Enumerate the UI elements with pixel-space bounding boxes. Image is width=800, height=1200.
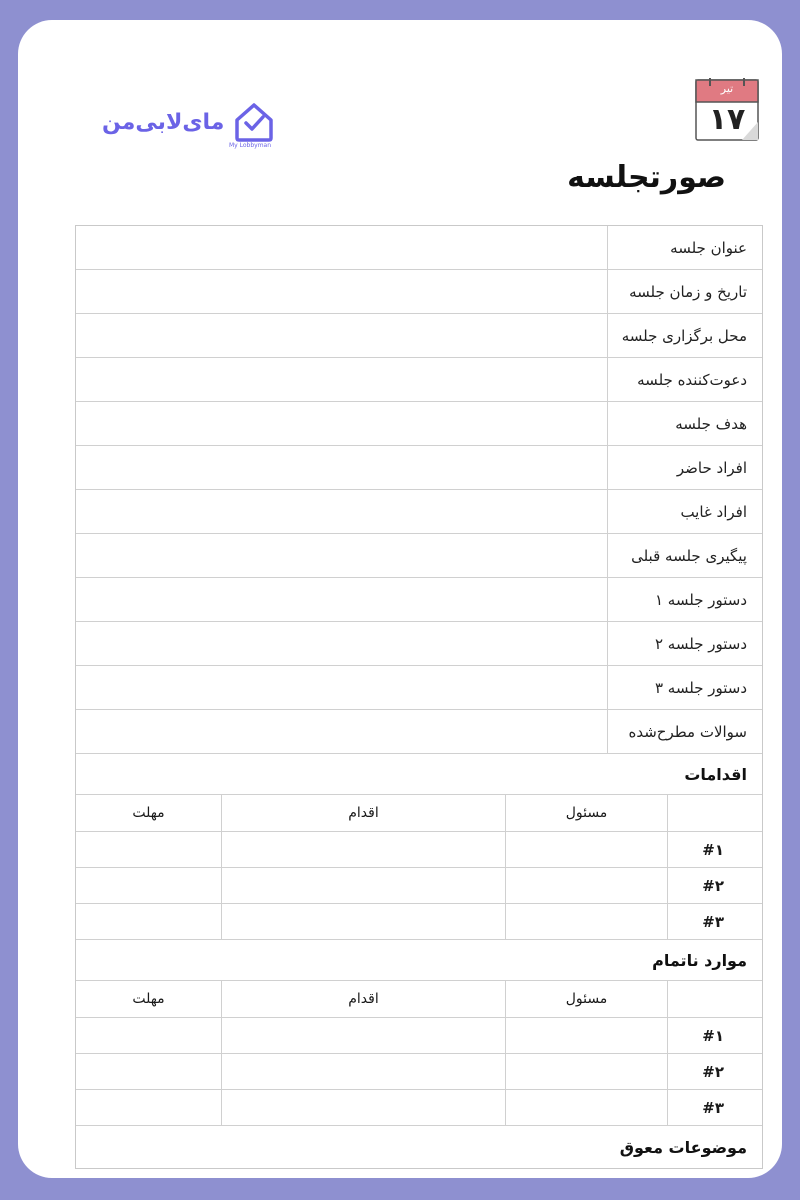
table-row [76,868,762,904]
index-header [667,795,762,831]
logo-subtext: My Lobbyman [229,142,272,149]
action-cell[interactable] [221,1054,505,1089]
field-row [76,666,762,710]
action-cell[interactable] [221,904,505,939]
field-row [76,270,762,314]
field-row [76,314,762,358]
field-value[interactable] [76,402,607,445]
actions-section-title: اقدامات [76,754,762,795]
unfinished-section-title: موارد ناتمام [76,940,762,981]
field-row [76,446,762,490]
field-label: محل برگزاری جلسه [607,314,762,357]
page-title: صورتجلسه [567,160,726,195]
deadline-cell[interactable] [76,904,221,939]
responsible-cell[interactable] [505,904,667,939]
field-label: عنوان جلسه [607,226,762,269]
action-header: اقدام [221,981,505,1017]
field-value[interactable] [76,578,607,621]
field-value[interactable] [76,622,607,665]
field-label: دعوت‌کننده جلسه [607,358,762,401]
field-value[interactable] [76,270,607,313]
field-row [76,710,762,754]
field-label: هدف جلسه [607,402,762,445]
responsible-cell[interactable] [505,1054,667,1089]
field-value[interactable] [76,490,607,533]
deadline-cell[interactable] [76,868,221,903]
actions-table-header [76,795,762,832]
table-row [76,1054,762,1090]
deadline-header: مهلت [132,991,165,1007]
responsible-header: مسئول [505,981,667,1017]
field-label: افراد غایب [607,490,762,533]
responsible-cell[interactable] [505,832,667,867]
field-row [76,226,762,270]
field-label: دستور جلسه ۲ [607,622,762,665]
table-row [76,1018,762,1054]
action-cell[interactable] [221,1090,505,1125]
field-value[interactable] [76,314,607,357]
row-index: #۲ [667,868,762,903]
field-value[interactable] [76,534,607,577]
table-row [76,832,762,868]
responsible-cell[interactable] [505,868,667,903]
responsible-header: مسئول [505,795,667,831]
field-row [76,622,762,666]
action-cell[interactable] [221,832,505,867]
field-value[interactable] [76,710,607,753]
field-value[interactable] [76,226,607,269]
deadline-header: مهلت [132,805,165,821]
field-row [76,358,762,402]
field-label: سوالات مطرح‌شده [607,710,762,753]
minutes-form [75,225,763,1169]
field-label: تاریخ و زمان جلسه [607,270,762,313]
deadline-cell[interactable] [76,1090,221,1125]
action-cell[interactable] [221,868,505,903]
field-label: دستور جلسه ۱ [607,578,762,621]
postponed-section-title: موضوعات معوق [619,1137,747,1157]
action-cell[interactable] [221,1018,505,1053]
field-value[interactable] [76,358,607,401]
row-index: #۳ [667,1090,762,1125]
action-header: اقدام [221,795,505,831]
row-index: #۲ [667,1054,762,1089]
deadline-cell[interactable] [76,832,221,867]
logo-text: مای‌لابی‌من [102,110,225,135]
field-label: پیگیری جلسه قبلی [607,534,762,577]
calendar-month: تیر [720,82,734,95]
index-header [667,981,762,1017]
unfinished-table-header [76,981,762,1018]
house-check-icon [232,100,276,144]
field-row [76,534,762,578]
field-value[interactable] [76,446,607,489]
field-row [76,402,762,446]
row-index: #۱ [667,832,762,867]
brand-logo [102,100,277,152]
responsible-cell[interactable] [505,1090,667,1125]
responsible-cell[interactable] [505,1018,667,1053]
calendar-icon [694,78,760,142]
document-page [18,20,782,1178]
calendar-day: ۱۷ [708,102,746,137]
field-label: دستور جلسه ۳ [607,666,762,709]
deadline-cell[interactable] [76,1054,221,1089]
field-value[interactable] [76,666,607,709]
field-label: افراد حاضر [607,446,762,489]
table-row [76,1090,762,1126]
row-index: #۳ [667,904,762,939]
table-row [76,904,762,940]
row-index: #۱ [667,1018,762,1053]
field-row [76,490,762,534]
field-row [76,578,762,622]
deadline-cell[interactable] [76,1018,221,1053]
